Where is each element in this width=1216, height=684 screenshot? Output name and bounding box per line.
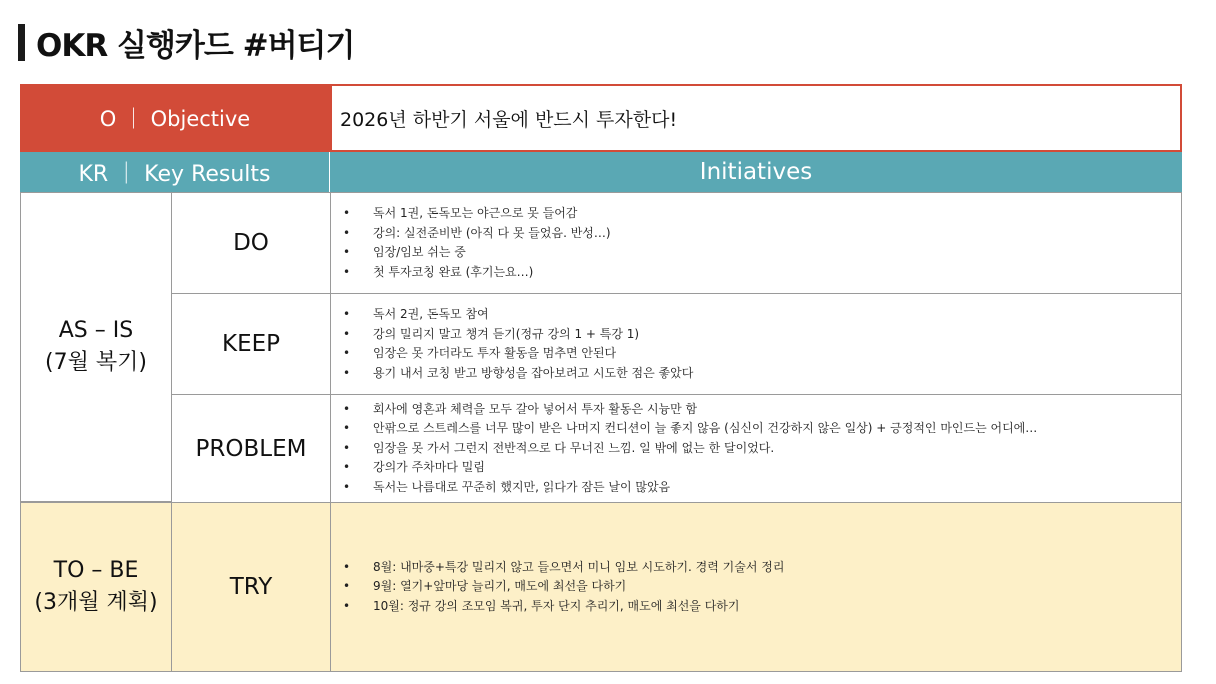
list-item: • 10월: 정규 강의 조모임 복귀, 투자 단지 추리기, 매도에 최선을 다하기: [343, 597, 784, 617]
list-item: • 독서 2권, 돈독모 참여: [343, 305, 693, 325]
list-item: • 독서 1권, 돈독모는 야근으로 못 들어감: [343, 204, 611, 224]
try-initiatives: [330, 502, 1182, 672]
objective-label: O ｜ Objective: [20, 84, 330, 152]
do-initiatives: [330, 192, 1182, 294]
list-item: • 회사에 영혼과 체력을 모두 갈아 넣어서 투자 활동은 시늉만 함: [343, 400, 1037, 420]
list-item: • 강의 밀리지 말고 챙겨 듣기(정규 강의 1 + 특강 1): [343, 325, 693, 345]
problem-initiatives: [330, 394, 1182, 503]
initiatives-header: Initiatives: [330, 152, 1182, 192]
list-item: • 강의: 실전준비반 (아직 다 못 들었음. 반성…): [343, 224, 611, 244]
key-results-header: KR ｜ Key Results: [20, 152, 330, 192]
list-item: • 독서는 나름대로 꾸준히 했지만, 읽다가 잠든 날이 많았음: [343, 478, 1037, 498]
row-label-try: TRY: [171, 502, 331, 672]
page-title: OKR 실행카드 #버티기: [36, 28, 355, 64]
keep-initiatives: [330, 293, 1182, 395]
list-item: • 용기 내서 코칭 받고 방향성을 잡아보려고 시도한 점은 좋았다: [343, 364, 693, 384]
objective-value: 2026년 하반기 서울에 반드시 투자한다!: [330, 84, 1182, 152]
to-be-subtitle: (3개월 계획): [34, 590, 158, 615]
title-accent-bar: [18, 24, 25, 61]
as-is-title: AS – IS: [58, 318, 134, 344]
to-be-group: [20, 502, 172, 672]
list-item: • 8월: 내마중+특강 밀리지 않고 들으면서 미니 임보 시도하기. 경력 기술서 정리: [343, 558, 784, 578]
row-label-problem: PROBLEM: [171, 394, 331, 503]
okr-table: [20, 84, 1182, 672]
as-is-subtitle: (7월 복기): [45, 350, 147, 375]
list-item: • 임장을 못 가서 그런지 전반적으로 다 무너진 느낌. 일 밖에 없는 한 달이었다.: [343, 439, 1037, 459]
list-item: • 강의가 주차마다 밀림: [343, 458, 1037, 478]
row-label-keep: KEEP: [171, 293, 331, 395]
list-item: • 첫 투자코칭 완료 (후기는요…): [343, 263, 611, 283]
list-item: • 안팎으로 스트레스를 너무 많이 받은 나머지 컨디션이 늘 좋지 않음 (심신이 건강하지 않은 일상) + 긍정적인 마인드는 어디에…: [343, 419, 1037, 439]
as-is-group: [20, 192, 172, 502]
row-label-do: DO: [171, 192, 331, 294]
list-item: • 임장/임보 쉬는 중: [343, 243, 611, 263]
list-item: • 9월: 열기+앞마당 늘리기, 매도에 최선을 다하기: [343, 577, 784, 597]
to-be-title: TO – BE: [53, 558, 139, 584]
list-item: • 임장은 못 가더라도 투자 활동을 멈추면 안된다: [343, 344, 693, 364]
